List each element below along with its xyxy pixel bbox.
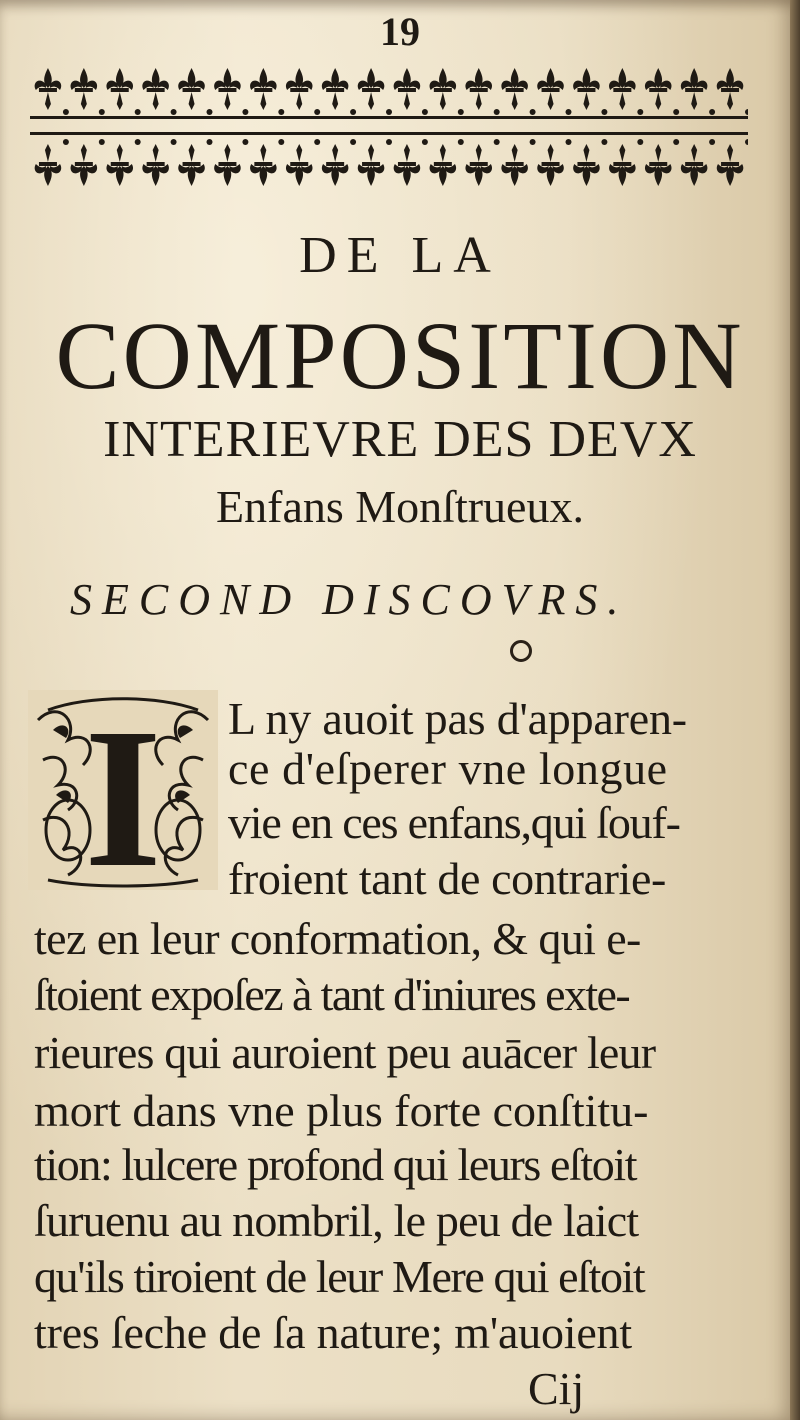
scroll-dot (566, 109, 572, 115)
scroll-dot (494, 139, 500, 145)
fleuron-mark (142, 68, 169, 110)
fleuron-mark (609, 144, 636, 186)
fleuron-mark (71, 68, 98, 110)
scroll-dot (422, 109, 428, 115)
fleuron-mark (214, 144, 241, 186)
fleuron-mark (394, 144, 421, 186)
fleuron-mark (214, 68, 241, 110)
scroll-dot (171, 139, 177, 145)
body-line-11: qu'ils tiroient de leur Mere qui eſtoit (34, 1251, 645, 1302)
dropcap-letter: I (84, 690, 162, 890)
body-line-2: ce d'eſperer vne longue (228, 743, 668, 794)
fleuron-mark (501, 144, 528, 186)
fleuron-mark (465, 68, 492, 110)
scroll-dot (709, 139, 715, 145)
scroll-dot (350, 109, 356, 115)
body-line-8: mort dans vne plus forte conſtitu- (34, 1085, 649, 1136)
scroll-dot (135, 109, 141, 115)
body-line-3: vie en ces enfans,qui ſouf- (228, 797, 680, 848)
scroll-dot (99, 109, 105, 115)
ornament-dot (510, 640, 532, 662)
fleuron-mark (286, 68, 313, 110)
scroll-dot (386, 109, 392, 115)
scroll-dot (314, 109, 320, 115)
title-composition: COMPOSITION (55, 302, 745, 409)
fleuron-mark (717, 68, 744, 110)
scroll-dot (278, 139, 284, 145)
scroll-dot (745, 139, 748, 145)
fleuron-mark (35, 68, 62, 110)
scroll-dot (530, 109, 536, 115)
fleuron-mark (358, 68, 385, 110)
fleuron-mark (645, 144, 672, 186)
fleuron-mark (430, 68, 457, 110)
fleuron-mark (250, 144, 277, 186)
body-line-6: ſtoient expoſez à tant d'iniures exte- (34, 969, 630, 1020)
scroll-dot (494, 109, 500, 115)
page-edge (790, 0, 800, 1420)
scroll-dot (422, 139, 428, 145)
fleuron-mark (106, 144, 133, 186)
fleuron-mark (322, 144, 349, 186)
scroll-dot (458, 109, 464, 115)
scroll-dot (207, 139, 213, 145)
fleuron-mark (465, 144, 492, 186)
fleuron-mark (286, 144, 313, 186)
scroll-dot (350, 139, 356, 145)
scroll-dot (63, 139, 69, 145)
scroll-dot (63, 109, 69, 115)
scroll-dot (278, 109, 284, 115)
body-line-12: tres ſeche de ſa nature; m'auoient (34, 1307, 632, 1358)
fleuron-mark (394, 68, 421, 110)
fleuron-mark (645, 68, 672, 110)
fleuron-mark (501, 68, 528, 110)
body-line-10: ſuruenu au nombril, le peu de laict (34, 1195, 639, 1246)
fleuron-mark (71, 144, 98, 186)
scroll-dot (673, 109, 679, 115)
fleuron-mark (681, 68, 708, 110)
body-line-4: froient tant de contrarie- (228, 853, 666, 904)
signature-mark: Cij (528, 1363, 585, 1414)
scroll-dot (242, 139, 248, 145)
fleuron-border-top (30, 62, 748, 126)
scroll-dot (458, 139, 464, 145)
fleuron-mark (717, 144, 744, 186)
fleuron-mark (358, 144, 385, 186)
fleuron-mark (250, 68, 277, 110)
scroll-dot (601, 109, 607, 115)
scroll-dot (745, 109, 748, 115)
fleuron-mark (178, 144, 205, 186)
fleuron-mark (106, 68, 133, 110)
fleuron-border-bottom (30, 130, 748, 194)
fleuron-mark (178, 68, 205, 110)
title-de-la: DE LA (299, 227, 501, 284)
title-enfans: Enfans Monſtrueux. (216, 481, 584, 532)
fleuron-mark (573, 144, 600, 186)
decorated-initial (28, 690, 218, 890)
body-line-5: tez en leur conformation, & qui e- (34, 913, 641, 964)
scroll-dot (637, 109, 643, 115)
scroll-dot (673, 139, 679, 145)
fleuron-mark (430, 144, 457, 186)
fleuron-mark (609, 68, 636, 110)
fleuron-mark (537, 68, 564, 110)
title-interieure: INTERIEVRE DES DEVX (103, 411, 697, 468)
scroll-dot (709, 109, 715, 115)
scroll-dot (314, 139, 320, 145)
fleuron-mark (537, 144, 564, 186)
body-line-1: L ny auoit pas d'apparen- (228, 693, 687, 744)
scroll-dot (601, 139, 607, 145)
fleuron-mark (35, 144, 62, 186)
fleuron-mark (573, 68, 600, 110)
subtitle: SECOND DISCOVRS. (70, 575, 629, 624)
fleuron-mark (681, 144, 708, 186)
scroll-dot (207, 109, 213, 115)
fleuron-mark (322, 68, 349, 110)
scroll-dot (566, 139, 572, 145)
scroll-dot (530, 139, 536, 145)
page-number: 19 (380, 9, 420, 54)
scroll-dot (242, 109, 248, 115)
scroll-dot (637, 139, 643, 145)
scroll-dot (99, 139, 105, 145)
body-line-9: tion: lulcere profond qui leurs eſtoit (34, 1139, 637, 1190)
scroll-dot (135, 139, 141, 145)
fleuron-mark (142, 144, 169, 186)
scroll-dot (386, 139, 392, 145)
body-line-7: rieures qui auroient peu auācer leur (34, 1027, 656, 1078)
scroll-dot (171, 109, 177, 115)
